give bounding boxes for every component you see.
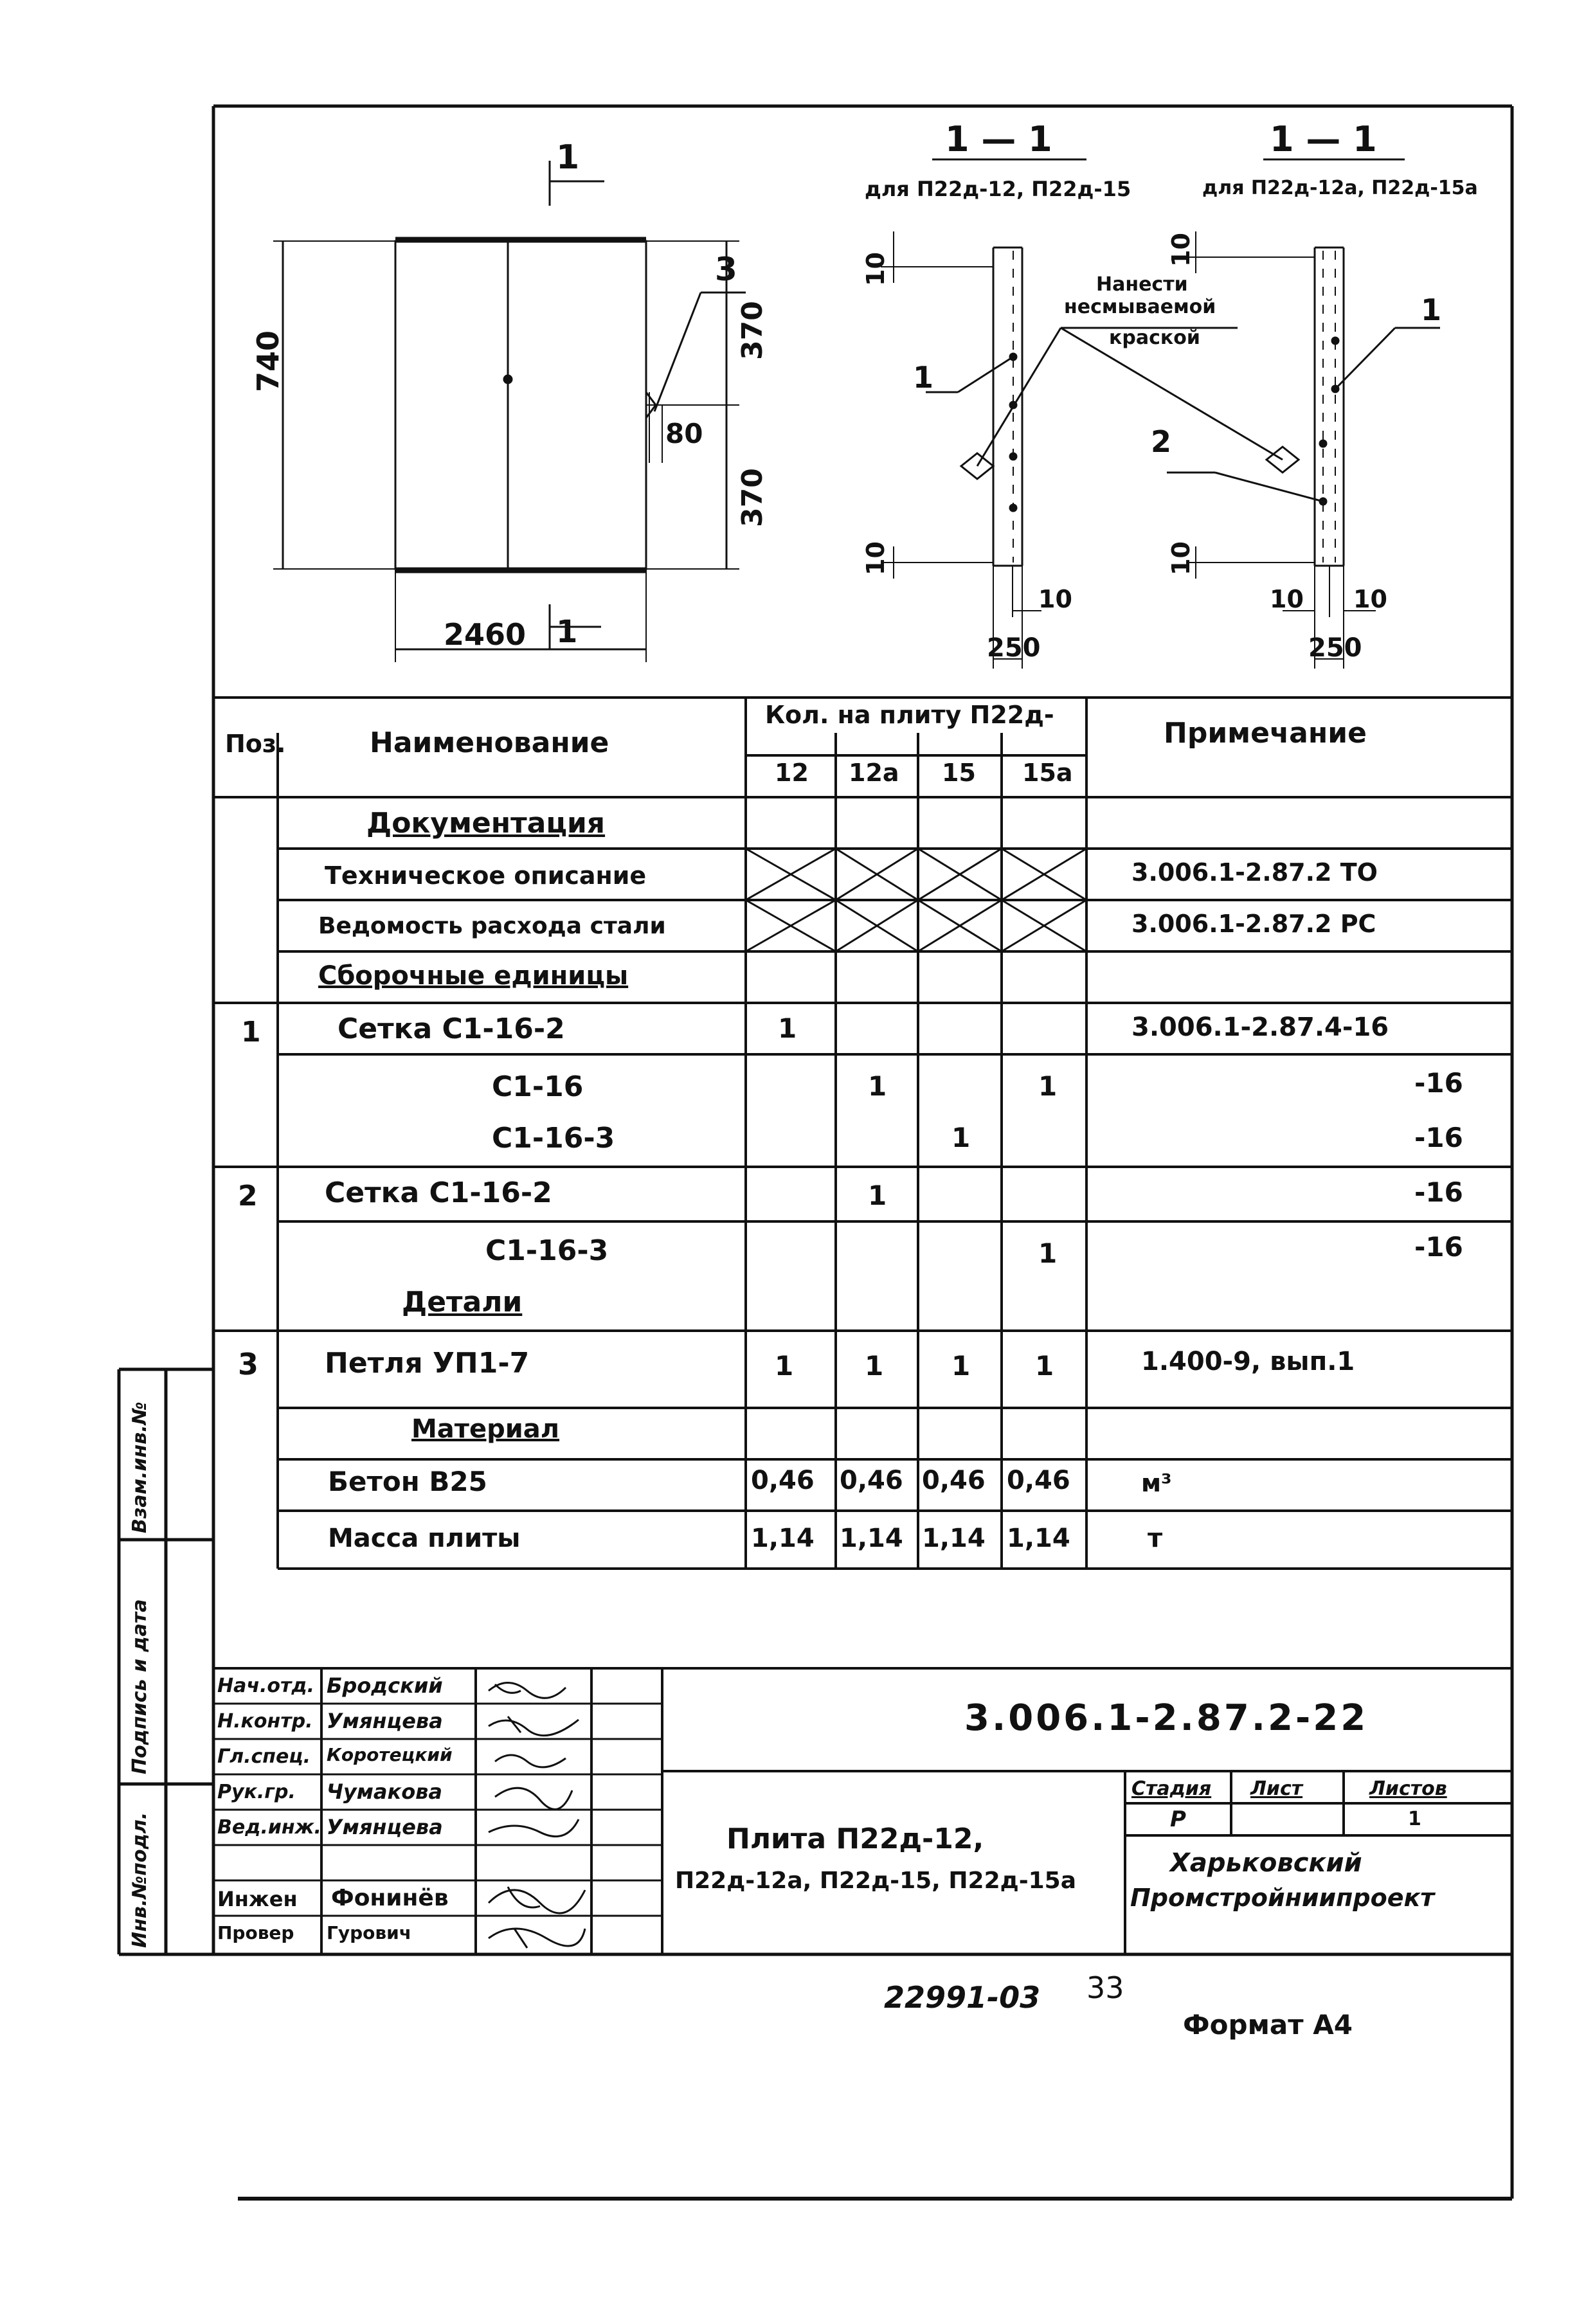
signature-scribbles [489, 1683, 585, 1949]
section-mark-bottom: 1 [556, 614, 578, 650]
signer-name: Гурович [327, 1922, 411, 1943]
row-qty: 0,46 [751, 1466, 815, 1495]
signer-name: Бродский [327, 1673, 443, 1698]
dim-250-b: 250 [1308, 633, 1362, 663]
document-title-line1: Плита П22д-12, [726, 1823, 984, 1855]
header-name: Наименование [370, 726, 609, 759]
signer-name: Фонинёв [331, 1885, 449, 1911]
row-qty: 1,14 [751, 1524, 815, 1553]
row-qty: 1 [951, 1350, 971, 1382]
paint-note-line2: несмываемой [1064, 296, 1216, 318]
signer-role: Инжен [217, 1887, 298, 1911]
callout-1-section-b: 1 [1421, 293, 1442, 327]
row-qty: 0,46 [840, 1466, 903, 1495]
row-qty: 1 [868, 1180, 887, 1211]
row-qty: 1 [1035, 1350, 1054, 1382]
callout-2: 2 [1151, 424, 1172, 459]
signer-role: Нач.отд. [217, 1675, 314, 1697]
row-qty: 1 [951, 1122, 971, 1153]
row-name: Бетон В25 [328, 1466, 487, 1497]
dim-10-b-right: 10 [1353, 585, 1387, 613]
signer-role: Гл.спец. [217, 1745, 311, 1768]
stage-value: Р [1170, 1806, 1186, 1832]
sheet-label: Лист [1250, 1778, 1303, 1800]
document-title-line2: П22д-12а, П22д-15, П22д-15а [675, 1868, 1077, 1894]
row-name: Масса плиты [328, 1524, 521, 1553]
sheets-label: Листов [1369, 1778, 1447, 1800]
row-qty: 1,14 [1007, 1524, 1070, 1553]
section-b-title: 1 — 1 [1270, 119, 1377, 159]
row-name: Петля УП1-7 [325, 1347, 530, 1380]
row-qty: 1 [778, 1013, 797, 1044]
dim-10-b-left: 10 [1270, 585, 1304, 613]
header-variant-12a: 12а [849, 759, 899, 787]
row-note: -16 [1414, 1122, 1463, 1153]
row-name: С1-16 [492, 1070, 584, 1103]
row-note: -16 [1414, 1231, 1463, 1263]
signer-role: Провер [217, 1922, 294, 1943]
signer-name: Коротецкий [327, 1744, 453, 1765]
row-qty: 1 [1038, 1070, 1058, 1102]
dim-10-b-bottom: 10 [1167, 541, 1195, 575]
row-name: С1-16-3 [485, 1234, 609, 1267]
section-a-title: 1 — 1 [945, 119, 1052, 159]
dim-250-a: 250 [987, 633, 1041, 663]
side-stamp-vzam: Взам.инв.№ [129, 1401, 151, 1533]
side-stamp-sign: Подпись и дата [129, 1599, 151, 1774]
row-note: -16 [1414, 1067, 1463, 1099]
section-heading-documentation: Документация [366, 807, 606, 840]
paint-note-line3: краской [1109, 327, 1200, 349]
sheets-value: 1 [1408, 1808, 1421, 1830]
organization-line2: Промстройниипроект [1130, 1884, 1435, 1912]
format-label: Формат А4 [1183, 2009, 1353, 2040]
signer-name: Чумакова [327, 1779, 443, 1804]
row-name: Сетка С1-16-2 [325, 1176, 552, 1209]
row-pos: 3 [238, 1347, 259, 1382]
row-qty: 1 [865, 1350, 884, 1382]
page-number: 33 [1086, 1970, 1124, 2005]
section-heading-material: Материал [411, 1414, 560, 1444]
callout-3: 3 [715, 251, 737, 288]
row-note: м³ [1141, 1469, 1172, 1497]
row-note: 1.400-9, вып.1 [1141, 1347, 1355, 1376]
dim-740: 740 [251, 330, 285, 392]
row-note: 3.006.1-2.87.2 РС [1131, 910, 1376, 938]
row-qty: 1 [1038, 1238, 1058, 1269]
dim-2460: 2460 [444, 617, 527, 652]
signer-role: Вед.инж. [217, 1816, 321, 1839]
header-variant-12: 12 [775, 759, 809, 787]
section-heading-parts: Детали [402, 1286, 523, 1319]
side-stamp-inv: Инв.№подл. [129, 1812, 151, 1948]
signer-name: Умянцева [327, 1815, 443, 1839]
archive-number: 22991-03 [884, 1980, 1041, 2015]
row-qty: 1,14 [922, 1524, 986, 1553]
row-note: 3.006.1-2.87.2 ТО [1131, 858, 1378, 887]
section-heading-assemblies: Сборочные единицы [318, 961, 629, 991]
row-qty: 1 [775, 1350, 794, 1382]
row-qty: 0,46 [1007, 1466, 1070, 1495]
section-b-subtitle: для П22д-12а, П22д-15а [1202, 177, 1478, 199]
dim-10-b-top: 10 [1167, 233, 1195, 267]
signer-role: Н.контр. [217, 1710, 313, 1733]
header-note: Примечание [1164, 717, 1367, 750]
row-pos: 1 [241, 1016, 261, 1049]
row-qty: 1 [868, 1070, 887, 1102]
header-variant-15: 15 [942, 759, 976, 787]
document-code: 3.006.1-2.87.2-22 [964, 1697, 1369, 1739]
row-qty: 1,14 [840, 1524, 903, 1553]
stage-label: Стадия [1131, 1778, 1212, 1800]
dim-10-a-side: 10 [1038, 585, 1072, 613]
row-qty: 0,46 [922, 1466, 986, 1495]
row-note: 3.006.1-2.87.4-16 [1131, 1013, 1389, 1042]
header-qty-group: Кол. на плиту П22д- [765, 701, 1054, 729]
row-name: Ведомость расхода стали [318, 913, 666, 939]
row-note: -16 [1414, 1176, 1463, 1208]
dim-80: 80 [665, 418, 703, 449]
header-variant-15a: 15а [1022, 759, 1073, 787]
dim-10-a-bottom: 10 [861, 541, 890, 575]
section-mark-top: 1 [556, 138, 580, 177]
dim-370-bottom: 370 [736, 468, 769, 527]
organization-line1: Харьковский [1170, 1848, 1362, 1878]
section-a-subtitle: для П22д-12, П22д-15 [865, 177, 1131, 201]
signer-role: Рук.гр. [217, 1781, 296, 1803]
row-note: т [1148, 1524, 1163, 1553]
row-name: Сетка С1-16-2 [338, 1013, 565, 1045]
header-pos: Поз. [225, 730, 286, 758]
dim-370-top: 370 [736, 301, 769, 360]
row-name: С1-16-3 [492, 1122, 615, 1155]
signer-name: Умянцева [327, 1709, 443, 1733]
callout-1-section-a: 1 [913, 360, 934, 395]
paint-note-line1: Нанести [1096, 273, 1188, 296]
dim-10-a-top: 10 [861, 252, 890, 286]
row-pos: 2 [238, 1180, 258, 1212]
row-name: Техническое описание [325, 861, 647, 890]
